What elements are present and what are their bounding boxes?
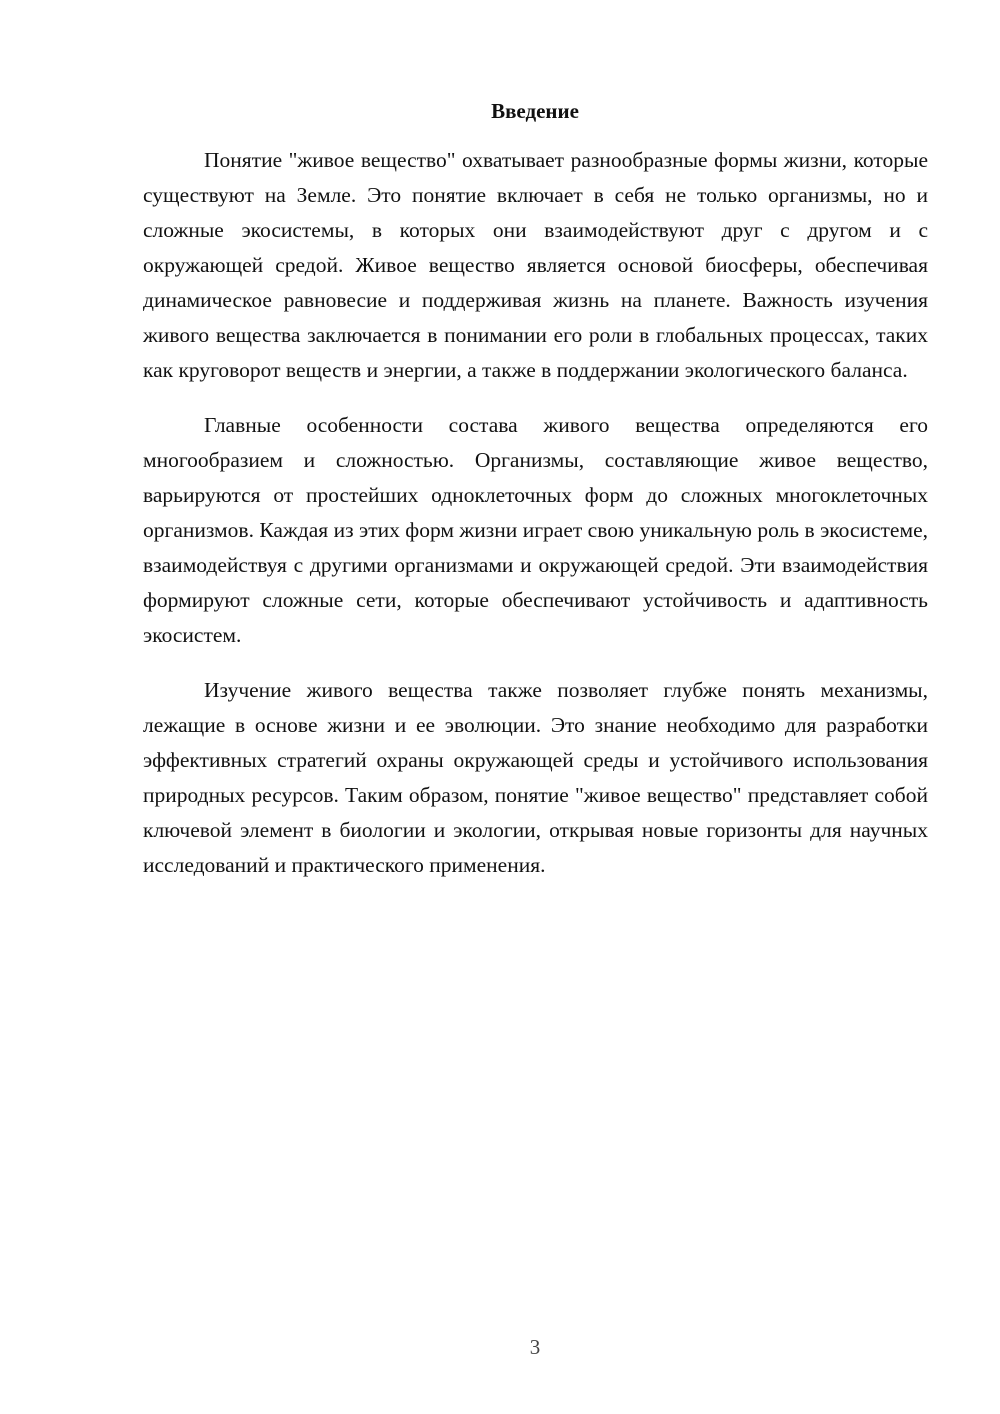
- body-text: [143, 143, 928, 903]
- paragraph-1: Понятие "живое вещество" охватывает разнообразные формы жизни, которые существуют на Земле. Это понятие включает в себя не только организмы, но и сложные экосистемы, в которых они взаимодействуют друг с другом и с окружающей средой. Живое вещество является основой биосферы, обеспечивая динамическое равновесие и поддерживая жизнь на планете. Важность изучения живого вещества заключается в понимании его роли в глобальных процессах, таких как круговорот веществ и энергии, а также в поддержании экологического баланса.: [143, 148, 928, 382]
- paragraph-3: Изучение живого вещества также позволяет глубже понять механизмы, лежащие в основе жизни и ее эволюции. Это знание необходимо для разработки эффективных стратегий охраны окружающей среды и устойчивого использования природных ресурсов. Таким образом, понятие "живое вещество" представляет собой ключевой элемент в биологии и экологии, открывая новые горизонты для научных исследований и практического применения.: [143, 678, 928, 877]
- page-number: 3: [529, 1335, 541, 1359]
- paragraph-2: Главные особенности состава живого вещества определяются его многообразием и сложностью. Организмы, составляющие живое вещество, варьируются от простейших одноклеточных форм до сложных многоклеточных организмов. Каждая из этих форм жизни играет свою уникальную роль в экосистеме, взаимодействуя с другими организмами и окружающей средой. Эти взаимодействия формируют сложные сети, которые обеспечивают устойчивость и адаптивность экосистем.: [143, 413, 928, 647]
- section-title: Введение: [491, 99, 579, 123]
